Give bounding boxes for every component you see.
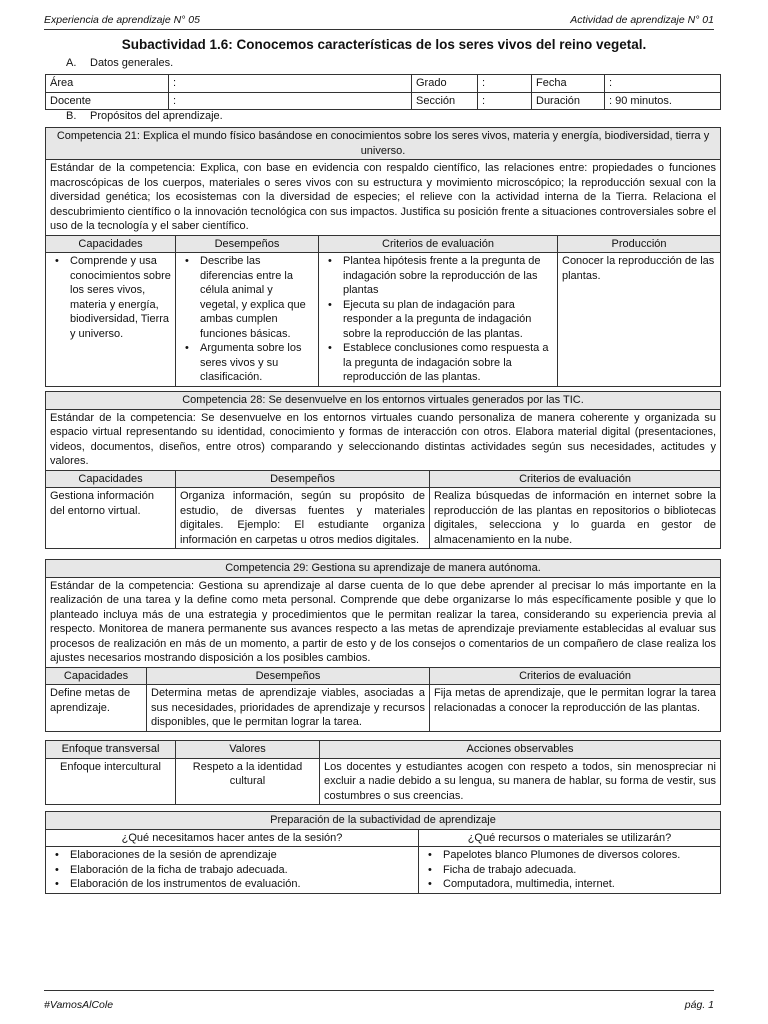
c21-header-produccion: Producción bbox=[558, 235, 721, 253]
competencia-28-table bbox=[45, 391, 721, 549]
duracion-value: : 90 minutos. bbox=[605, 92, 721, 110]
preparacion-title: Preparación de la subactividad de aprendizaje bbox=[46, 812, 721, 830]
recursos-cell bbox=[419, 847, 721, 894]
list-item: • Establece conclusiones como respuesta a la pregunta de indagación sobre la reproducción de las plantas. bbox=[323, 341, 553, 385]
c21-produccion-cell: Conocer la reproducción de las plantas. bbox=[558, 253, 721, 387]
fecha-label: Fecha bbox=[532, 75, 605, 93]
c29-criterios-cell: Fija metas de aprendizaje, que le permitan lograr la tarea relacionadas a conocer la reproducción de las plantas. bbox=[430, 685, 721, 732]
area-value: : bbox=[169, 75, 412, 93]
c29-header-capacidades: Capacidades bbox=[46, 667, 147, 685]
competencia-29-title: Competencia 29: Gestiona su aprendizaje de manera autónoma. bbox=[46, 560, 721, 578]
competencia-21-table bbox=[45, 127, 721, 387]
general-data-table bbox=[45, 74, 721, 110]
page-title: Subactividad 1.6: Conocemos características de los seres vivos del reino vegetal. bbox=[121, 37, 647, 52]
c29-header-desempenos: Desempeños bbox=[147, 667, 430, 685]
c28-header-desempenos: Desempeños bbox=[176, 470, 430, 488]
c28-capacidades-cell: Gestiona información del entorno virtual. bbox=[46, 488, 176, 549]
list-item: • Elaboración de los instrumentos de evaluación. bbox=[50, 877, 414, 892]
page-footer bbox=[44, 990, 714, 1014]
list-item: • Elaboraciones de la sesión de aprendizaje bbox=[50, 848, 414, 863]
list-item: • Elaboración de la ficha de trabajo adecuada. bbox=[50, 863, 414, 878]
enfoque-header: Enfoque transversal bbox=[46, 741, 176, 759]
preparacion-table bbox=[45, 811, 721, 894]
list-item: • Papelotes blanco Plumones de diversos colores. bbox=[423, 848, 716, 863]
list-item: • Plantea hipótesis frente a la pregunta de indagación sobre la reproducción de las plantas bbox=[323, 254, 553, 298]
antes-header: ¿Qué necesitamos hacer antes de la sesión? bbox=[46, 829, 419, 847]
c21-header-desempenos: Desempeños bbox=[176, 235, 319, 253]
c29-header-criterios: Criterios de evaluación bbox=[430, 667, 721, 685]
fecha-value: : bbox=[605, 75, 721, 93]
c21-capacidades-cell bbox=[46, 253, 176, 387]
section-a-label: Datos generales. bbox=[90, 57, 174, 69]
c28-header-criterios: Criterios de evaluación bbox=[430, 470, 721, 488]
list-item: • Describe las diferencias entre la célula animal y vegetal, y explica que ambas cumplen funciones básicas. bbox=[180, 254, 314, 341]
header-experience: Experiencia de aprendizaje N° 05 bbox=[44, 14, 200, 26]
antes-cell bbox=[46, 847, 419, 894]
c28-header-capacidades: Capacidades bbox=[46, 470, 176, 488]
list-item: • Comprende y usa conocimientos sobre los seres vivos, materia y energía, biodiversidad, Tierra y universo. bbox=[50, 254, 171, 341]
competencia-28-title: Competencia 28: Se desenvuelve en los entornos virtuales generados por las TIC. bbox=[46, 392, 721, 410]
section-b-letter: B. bbox=[66, 110, 77, 122]
grado-value: : bbox=[478, 75, 532, 93]
section-b-label: Propósitos del aprendizaje. bbox=[90, 110, 223, 122]
list-item: • Argumenta sobre los seres vivos y su clasificación. bbox=[180, 341, 314, 385]
enfoque-cell: Enfoque intercultural bbox=[46, 758, 176, 805]
section-b-heading bbox=[66, 110, 223, 122]
valores-header: Valores bbox=[176, 741, 320, 759]
competencia-21-title: Competencia 21: Explica el mundo físico basándose en conocimientos sobre los seres vivos, materia y energía, biodiversidad, tierra y universo. bbox=[46, 128, 721, 160]
acciones-cell: Los docentes y estudiantes acogen con respeto a todos, sin menospreciar ni excluir a nadie debido a su lengua, su manera de hablar, su forma de vestir, sus costumbres o sus creencias. bbox=[320, 758, 721, 805]
c21-criterios-cell bbox=[319, 253, 558, 387]
acciones-header: Acciones observables bbox=[320, 741, 721, 759]
valores-cell: Respeto a la identidad cultural bbox=[176, 758, 320, 805]
section-a-heading bbox=[66, 57, 173, 69]
docente-value: : bbox=[169, 92, 412, 110]
competencia-28-standard: Estándar de la competencia: Se desenvuelve en los entornos virtuales cuando personaliza de manera coherente y organizada su espacio virtual representando su identidad, conocimiento y formas de interacción con otros. Elabora material digital (presentaciones, videos, documentos, diseños, entre otros) comparando y seleccionando distintas actividades según sus necesidades, actitudes y valores. bbox=[46, 409, 721, 470]
docente-label: Docente bbox=[46, 92, 169, 110]
competencia-29-standard: Estándar de la competencia: Gestiona su aprendizaje al darse cuenta de lo que debe aprender al precisar lo más importante en la realización de una tarea y la define como meta personal. Comprende que debe organizarse lo más específicamente posible y que lo planteado incluya más de una estrategia y procedimientos que le permitan realizar la tarea, considerando su experiencia previa al respecto. Monitorea de manera permanente sus avances respecto a las metas de aprendizaje previamente establecidas al evaluar sus procesos de realización en más de un momento, a partir de esto y de los consejos o comentarios de un compañero de clase realiza los ajustes necesarios mostrando disposición a los posibles cambios. bbox=[46, 577, 721, 667]
competencia-29-table bbox=[45, 559, 721, 732]
page-number: pág. 1 bbox=[684, 999, 714, 1011]
enfoque-transversal-table bbox=[45, 740, 721, 805]
c29-desempenos-cell: Determina metas de aprendizaje viables, asociadas a sus necesidades, prioridades de aprendizaje y recursos disponibles, que le permitan lograr la tarea. bbox=[147, 685, 430, 732]
section-a-letter: A. bbox=[66, 57, 77, 69]
c28-criterios-cell: Realiza búsquedas de información en internet sobre la reproducción de las plantas en repositorios o bibliotecas digitales, selecciona y lo guarda en gestor de almacenamiento en la nube. bbox=[430, 488, 721, 549]
list-item: • Computadora, multimedia, internet. bbox=[423, 877, 716, 892]
list-item: • Ficha de trabajo adecuada. bbox=[423, 863, 716, 878]
c29-capacidades-cell: Define metas de aprendizaje. bbox=[46, 685, 147, 732]
c21-desempenos-cell bbox=[176, 253, 319, 387]
recursos-header: ¿Qué recursos o materiales se utilizarán? bbox=[419, 829, 721, 847]
c21-header-capacidades: Capacidades bbox=[46, 235, 176, 253]
c21-header-criterios: Criterios de evaluación bbox=[319, 235, 558, 253]
footer-hashtag: #VamosAlCole bbox=[44, 999, 114, 1011]
page-header bbox=[44, 14, 714, 30]
duracion-label: Duración bbox=[532, 92, 605, 110]
seccion-label: Sección bbox=[412, 92, 478, 110]
header-activity: Actividad de aprendizaje N° 01 bbox=[570, 14, 714, 26]
seccion-value: : bbox=[478, 92, 532, 110]
grado-label: Grado bbox=[412, 75, 478, 93]
list-item: • Ejecuta su plan de indagación para responder a la pregunta de indagación sobre la reproducción de las plantas. bbox=[323, 298, 553, 342]
competencia-21-standard: Estándar de la competencia: Explica, con base en evidencia con respaldo científico, las relaciones entre: propiedades o funciones macroscópicas de los cuerpos, materiales o seres vivos con su estructura y movimiento microscópico; la reproducción sexual con la diversidad genética; los ecosistemas con la diversidad de especies; el relieve con la actividad interna de la Tierra. Relaciona el descubrimiento científico o la innovación tecnológica con sus impactos. Justifica su posición frente a situaciones controversiales sobre el uso de la tecnología y el saber científico. bbox=[46, 160, 721, 236]
area-label: Área bbox=[46, 75, 169, 93]
c28-desempenos-cell: Organiza información, según su propósito de estudio, de diversas fuentes y materiales digitales. Ejemplo: El estudiante organiza información en carpetas u otros medios digitales. bbox=[176, 488, 430, 549]
